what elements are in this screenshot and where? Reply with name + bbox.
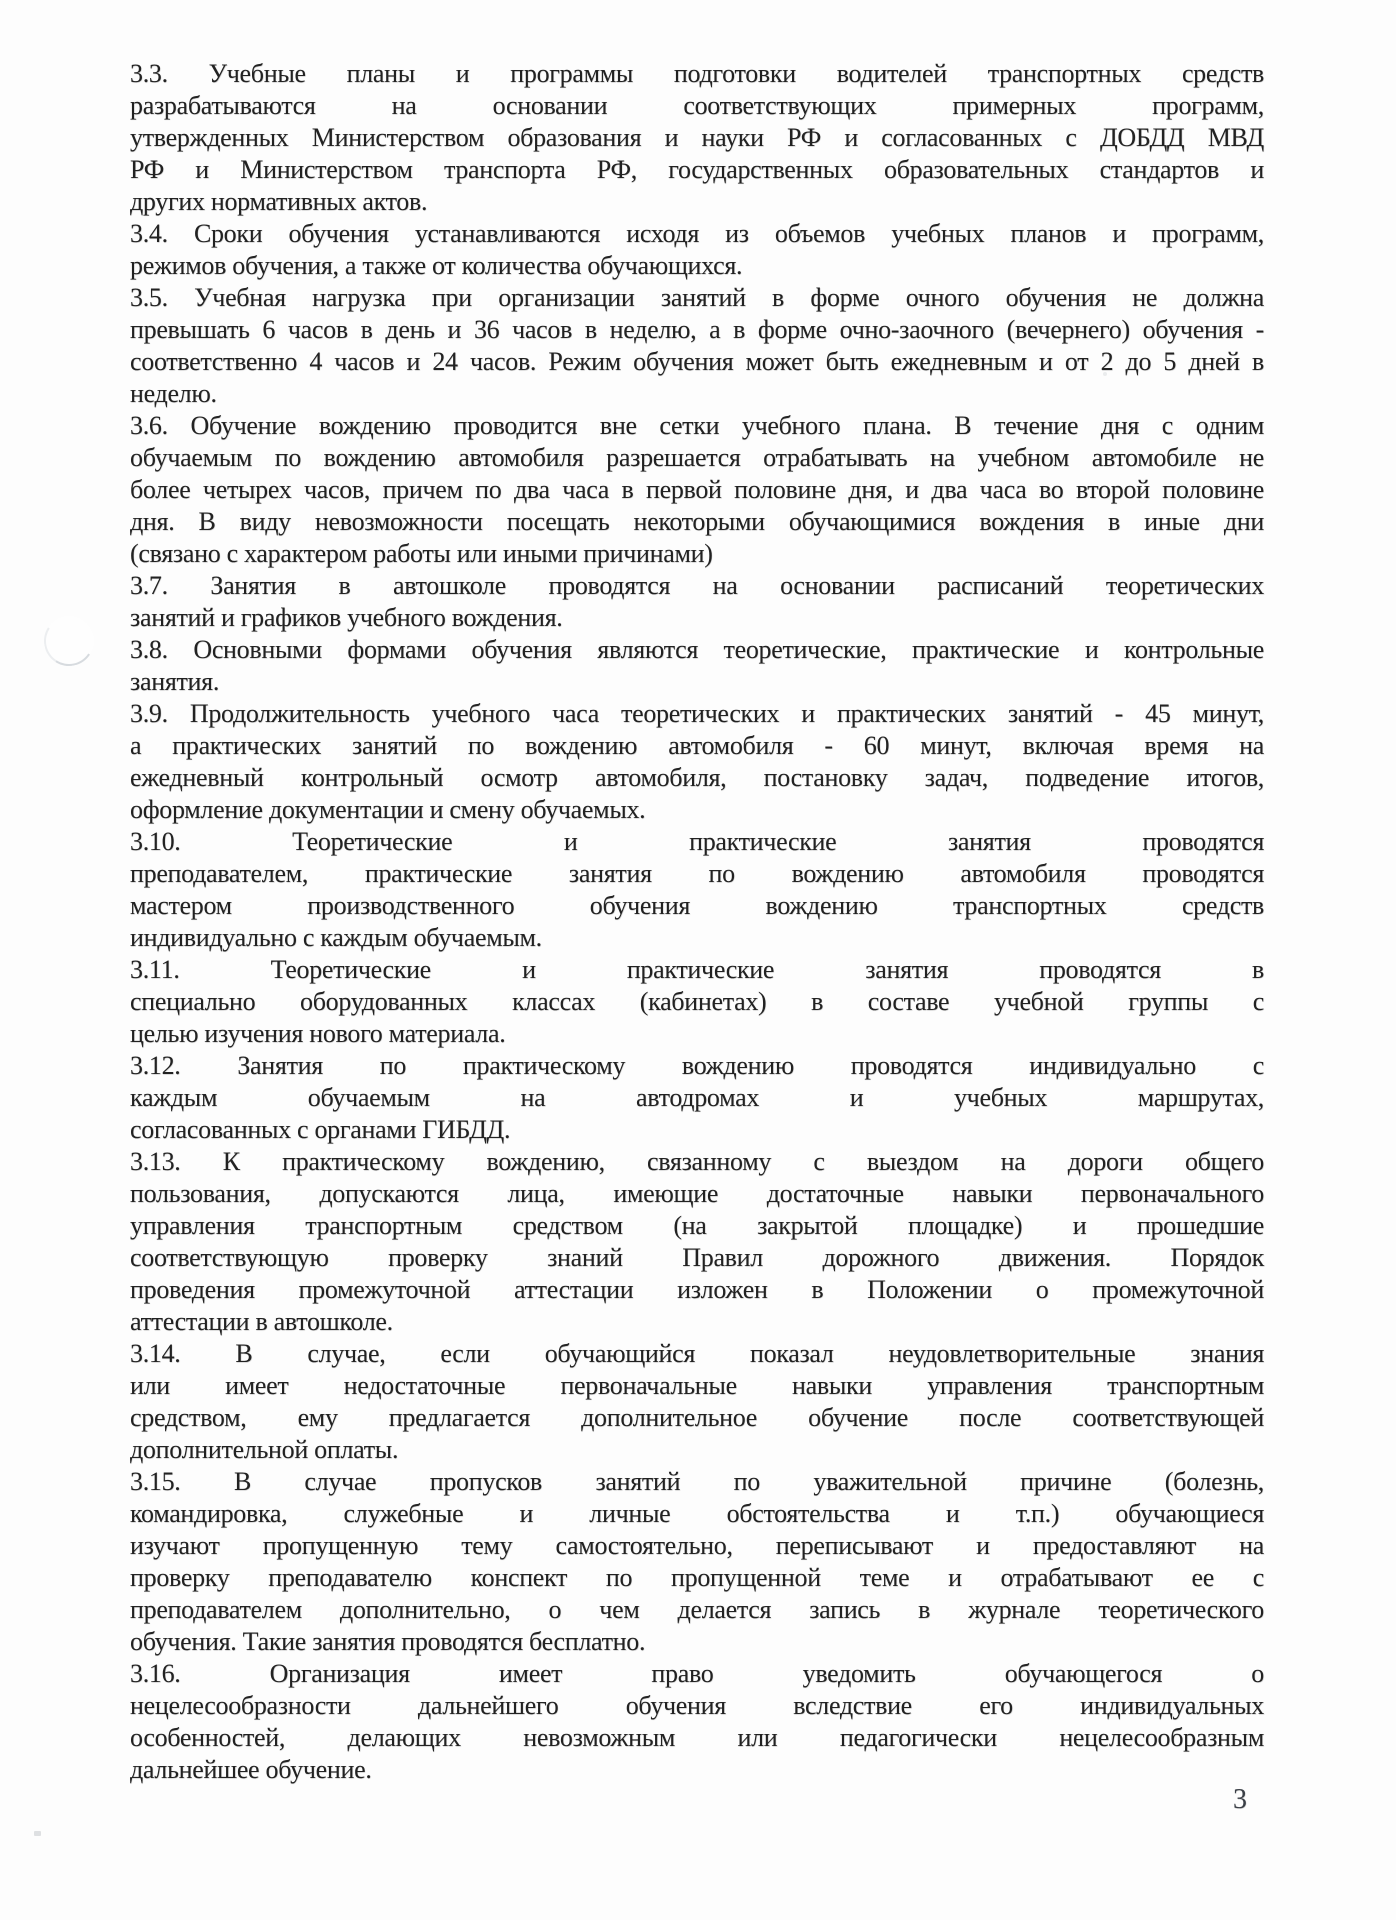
text-line: занятия. <box>130 667 220 696</box>
text-line: пользования, допускаются лица, имеющие достаточные навыки первоначального <box>130 1179 1264 1208</box>
paragraph-3-4 <box>130 218 1264 282</box>
paragraph-3-3 <box>130 58 1264 218</box>
text-line: изучают пропущенную тему самостоятельно, переписывают и предоставляют на <box>130 1531 1264 1560</box>
text-line: целью изучения нового материала. <box>130 1019 506 1048</box>
paragraph-3-9 <box>130 698 1264 826</box>
text-line: 3.15. В случае пропусков занятий по уважительной причине (болезнь, <box>130 1467 1264 1496</box>
text-line: аттестации в автошколе. <box>130 1307 393 1336</box>
text-line: превышать 6 часов в день и 36 часов в неделю, а в форме очно-заочного (вечернего) обучения - <box>130 315 1264 344</box>
text-line: командировка, служебные и личные обстоятельства и т.п.) обучающиеся <box>130 1499 1264 1528</box>
text-line: обучения. Такие занятия проводятся бесплатно. <box>130 1627 646 1656</box>
text-line: режимов обучения, а также от количества обучающихся. <box>130 251 743 280</box>
text-line: мастером производственного обучения вождению транспортных средств <box>130 891 1264 920</box>
text-line: 3.16. Организация имеет право уведомить обучающегося о <box>130 1659 1264 1688</box>
text-line: разрабатываются на основании соответствующих примерных программ, <box>130 91 1264 120</box>
text-line: 3.11. Теоретические и практические занятия проводятся в <box>130 955 1264 984</box>
text-line: ежедневный контрольный осмотр автомобиля, постановку задач, подведение итогов, <box>130 763 1264 792</box>
paragraph-3-7 <box>130 570 1264 634</box>
text-line: других нормативных актов. <box>130 187 428 216</box>
text-line: 3.13. К практическому вождению, связанному с выездом на дороги общего <box>130 1147 1264 1176</box>
text-line: а практических занятий по вождению автомобиля - 60 минут, включая время на <box>130 731 1264 760</box>
paragraph-3-12 <box>130 1050 1264 1146</box>
text-line: обучаемым по вождению автомобиля разрешается отрабатывать на учебном автомобиле не <box>130 443 1264 472</box>
paragraph-3-10 <box>130 826 1264 954</box>
text-line: соответствующую проверку знаний Правил дорожного движения. Порядок <box>130 1243 1264 1272</box>
paragraph-3-15 <box>130 1466 1264 1658</box>
text-line: дальнейшее обучение. <box>130 1755 372 1784</box>
text-line: более четырех часов, причем по два часа в первой половине дня, и два часа во второй половине <box>130 475 1264 504</box>
text-line: 3.14. В случае, если обучающийся показал неудовлетворительные знания <box>130 1339 1264 1368</box>
text-line: 3.12. Занятия по практическому вождению проводятся индивидуально с <box>130 1051 1264 1080</box>
text-line: управления транспортным средством (на закрытой площадке) и прошедшие <box>130 1211 1264 1240</box>
text-line: соответственно 4 часов и 24 часов. Режим обучения может быть ежедневным и от 2 до 5 дней в <box>130 347 1264 376</box>
text-line: специально оборудованных классах (кабинетах) в составе учебной группы с <box>130 987 1264 1016</box>
text-line: 3.7. Занятия в автошколе проводятся на основании расписаний теоретических <box>130 571 1264 600</box>
paragraph-3-8 <box>130 634 1264 698</box>
text-line: преподавателем дополнительно, о чем делается запись в журнале теоретического <box>130 1595 1264 1624</box>
text-line: 3.10. Теоретические и практические занятия проводятся <box>130 827 1264 856</box>
text-line: 3.9. Продолжительность учебного часа теоретических и практических занятий - 45 минут, <box>130 699 1264 728</box>
text-line: проведения промежуточной аттестации изложен в Положении о промежуточной <box>130 1275 1264 1304</box>
text-line: преподавателем, практические занятия по вождению автомобиля проводятся <box>130 859 1264 888</box>
page-number: 3 <box>1233 1784 1247 1815</box>
text-line: особенностей, делающих невозможным или педагогически нецелесообразным <box>130 1723 1264 1752</box>
text-line: 3.5. Учебная нагрузка при организации занятий в форме очного обучения не должна <box>130 283 1264 312</box>
text-line: неделю. <box>130 379 217 408</box>
scan-speck <box>34 1831 41 1836</box>
paragraph-3-16 <box>130 1658 1264 1786</box>
text-line: (связано с характером работы или иными причинами) <box>130 539 713 568</box>
text-line: каждым обучаемым на автодромах и учебных маршрутах, <box>130 1083 1264 1112</box>
text-line: утвержденных Министерством образования и науки РФ и согласованных с ДОБДД МВД <box>130 123 1264 152</box>
text-line: занятий и графиков учебного вождения. <box>130 603 563 632</box>
text-line: индивидуально с каждым обучаемым. <box>130 923 542 952</box>
text-line: дня. В виду невозможности посещать некоторыми обучающимися вождения в иные дни <box>130 507 1264 536</box>
text-line: 3.4. Сроки обучения устанавливаются исходя из объемов учебных планов и программ, <box>130 219 1264 248</box>
text-line: проверку преподавателю конспект по пропущенной теме и отрабатывают ее с <box>130 1563 1264 1592</box>
paragraph-3-13 <box>130 1146 1264 1338</box>
text-line: 3.6. Обучение вождению проводится вне сетки учебного плана. В течение дня с одним <box>130 411 1264 440</box>
paragraph-3-14 <box>130 1338 1264 1466</box>
text-line: 3.3. Учебные планы и программы подготовки водителей транспортных средств <box>130 59 1264 88</box>
paragraph-3-11 <box>130 954 1264 1050</box>
text-line: или имеет недостаточные первоначальные навыки управления транспортным <box>130 1371 1264 1400</box>
document-body <box>130 58 1264 1786</box>
text-line: дополнительной оплаты. <box>130 1435 399 1464</box>
text-line: согласованных с органами ГИБДД. <box>130 1115 511 1144</box>
text-line: РФ и Министерством транспорта РФ, государственных образовательных стандартов и <box>130 155 1264 184</box>
paragraph-3-6 <box>130 410 1264 570</box>
text-line: 3.8. Основными формами обучения являются теоретические, практические и контрольные <box>130 635 1264 664</box>
punch-hole-artifact <box>39 611 98 670</box>
text-line: оформление документации и смену обучаемых. <box>130 795 646 824</box>
text-line: средством, ему предлагается дополнительное обучение после соответствующей <box>130 1403 1264 1432</box>
text-line: нецелесообразности дальнейшего обучения вследствие его индивидуальных <box>130 1691 1264 1720</box>
paragraph-3-5 <box>130 282 1264 410</box>
